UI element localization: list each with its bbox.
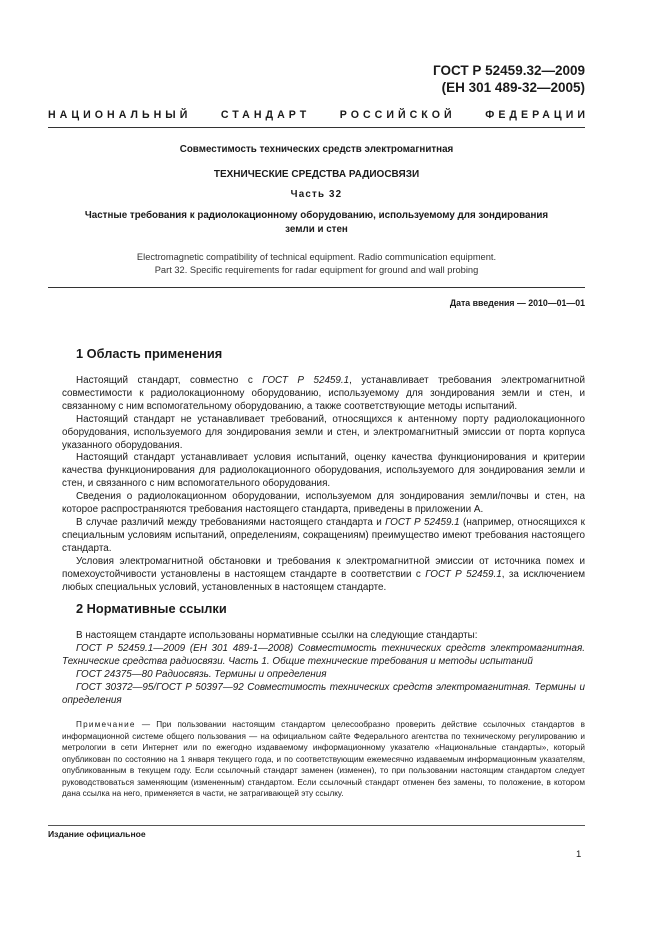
- paragraph: Настоящий стандарт устанавливает условия испытаний, оценку качества функционирования и критерии качества функционирования для радиолокационного оборудования, используемого для зондирования земли и стен, и связанного с ним вспомогательного оборудования.: [62, 452, 585, 490]
- section-1-heading: 1 Область применения: [76, 346, 223, 361]
- subtitle-line: Частные требования к радиолокационному оборудованию, используемому для зондирования: [84, 210, 549, 221]
- paragraph: Сведения о радиолокационном оборудовании, используемом для зондирования земли/почвы и стен, на которое распространяются требования настоящего стандарта, приведены в приложении А.: [62, 491, 585, 516]
- paragraph: В настоящем стандарте использованы нормативные ссылки на следующие стандарты:: [76, 630, 478, 641]
- standard-reference: ГОСТ Р 52459.1: [385, 516, 460, 528]
- section-1-body: [62, 375, 585, 594]
- page-number: 1: [576, 849, 582, 860]
- banner-word: НАЦИОНАЛЬНЫЙ: [48, 109, 192, 121]
- banner-word: РОССИЙСКОЙ: [339, 109, 456, 121]
- title-divider: [48, 287, 585, 288]
- standard-reference: ГОСТ Р 52459.1: [425, 568, 502, 580]
- section-2-heading: 2 Нормативные ссылки: [76, 601, 227, 616]
- standard-reference: ГОСТ Р 52459.1: [262, 375, 350, 386]
- subtitle-line: земли и стен: [285, 224, 348, 235]
- section-2-body: [62, 630, 585, 707]
- paragraph: Условия электромагнитной обстановки и требования к электромагнитной эмиссии от источника помех и помехоустойчивости установлены в настоящем стандарте в соответствии с ГОСТ Р 52459.1, за исключением любых специальных условий, установленных в настоящем стандарте.: [62, 555, 585, 593]
- english-title-line: Part 32. Specific requirements for radar equipment for ground and wall probing: [154, 265, 479, 275]
- normative-reference: ГОСТ 30372—95/ГОСТ Р 50397—92 Совместимость технических средств электромагнитная. Термины и определения: [62, 681, 585, 706]
- banner-word: ФЕДЕРАЦИИ: [485, 109, 589, 121]
- standard-number-block: [433, 62, 585, 96]
- top-divider: [48, 127, 585, 128]
- paragraph: В случае различий между требованиями настоящего стандарта и ГОСТ Р 52459.1 (например, относящихся к специальным условиям испытаний, определениям, сокращениям) преимущество имеют требования настоящего стандарта.: [62, 516, 586, 554]
- normative-reference: ГОСТ 24375—80 Радиосвязь. Термины и определения: [76, 668, 327, 680]
- banner-word: СТАНДАРТ: [220, 109, 311, 121]
- standard-number: ГОСТ Р 52459.32—2009: [433, 63, 585, 78]
- paragraph: Настоящий стандарт, совместно с ГОСТ Р 52459.1, устанавливает требования электромагнитной совместимости к радиолокационному оборудованию, используемому для зондирования земли и стен, и связанному с ним вспомогательному оборудованию, а также соответствующие методы испытаний.: [62, 375, 585, 412]
- part-label: Часть 32: [290, 189, 343, 200]
- normative-reference: ГОСТ Р 52459.1—2009 (ЕН 301 489-1—2008) Совместимость технических средств электромагнитная. Технические средства радиосвязи. Часть 1. Общие технические требования и методы испытаний: [62, 642, 585, 667]
- english-title: [48, 251, 585, 277]
- edition-label: Издание официальное: [48, 829, 146, 839]
- paragraph: Настоящий стандарт не устанавливает требований, относящихся к антенному порту радиолокационного оборудования, используемого для зондирования земли и стен, и электромагнитный эмиссии от порта корпуса указанного оборудования.: [62, 413, 585, 451]
- note-block: [62, 719, 585, 800]
- equivalent-standard: (ЕН 301 489-32—2005): [441, 80, 585, 95]
- note-text: — При пользовании настоящим стандартом целесообразно проверить действие ссылочных стандартов в информационной системе общего пользования — на официальном сайте Федерального агентства по техническому регулированию и метрологии в сети Интернет или по ежегодно издаваемому информационному указателю «Национальные стандарты», который опубликован по состоянию на 1 января текущего года, и по соответствующим ежемесячно издаваемым информационным указателям, опубликованным в текущем году. Если ссылочный стандарт заменен (изменен), то при пользовании настоящим стандартом следует руководствоваться заменяющим (измененным) стандартом. Если ссылочный стандарт отменен без замены, то положение, в котором дана ссылка на него, применяется в части, не затрагивающей эту ссылку.: [62, 720, 585, 798]
- note-label: Примечание: [76, 720, 136, 729]
- national-standard-banner: [48, 109, 589, 121]
- subject-line: Совместимость технических средств электромагнитная: [179, 144, 454, 155]
- introduction-date: Дата введения — 2010—01—01: [449, 298, 585, 308]
- footer-divider: [48, 825, 585, 826]
- english-title-line: Electromagnetic compatibility of technical equipment. Radio communication equipment.: [136, 252, 497, 262]
- document-title: ТЕХНИЧЕСКИЕ СРЕДСТВА РАДИОСВЯЗИ: [213, 169, 420, 180]
- document-subtitle: [48, 209, 585, 237]
